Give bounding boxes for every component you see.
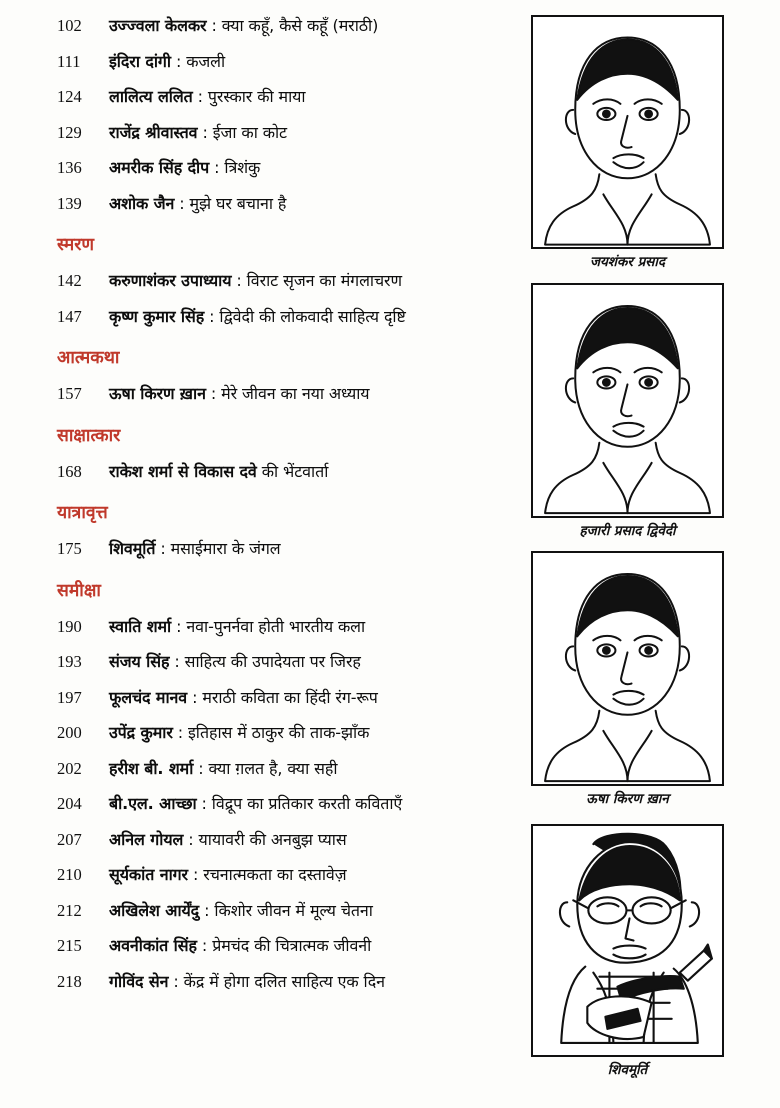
toc-entry[interactable] <box>0 796 402 813</box>
toc-entry[interactable] <box>0 541 281 558</box>
toc-entry[interactable] <box>0 273 402 290</box>
toc-entry-text <box>109 18 378 34</box>
toc-entry-title: मराठी कविता का हिंदी रंग-रूप <box>202 687 378 707</box>
toc-entry-author: इंदिरा दांगी <box>109 51 171 71</box>
toc-entry-separator: : <box>171 616 187 636</box>
toc-entry-title: विद्रूप का प्रतिकार करती कविताएँ <box>211 794 403 813</box>
toc-entry-page-number: 111 <box>57 51 81 71</box>
toc-entry-title: नवा-पुनर्नवा होती भारतीय कला <box>186 616 366 636</box>
toc-entry-author: बी.एल. आच्छा <box>109 794 197 813</box>
toc-entry-text <box>109 616 366 636</box>
toc-entry[interactable] <box>0 829 347 849</box>
toc-entry[interactable] <box>0 89 305 106</box>
toc-entry[interactable] <box>0 160 260 177</box>
toc-entry-text <box>109 867 346 883</box>
toc-entry-separator: : <box>172 723 189 742</box>
toc-entry-page-number: 129 <box>57 122 82 142</box>
toc-entry-page-number: 147 <box>57 306 82 326</box>
toc-entry-title: द्विवेदी की लोकवादी साहित्य दृष्टि <box>219 306 406 326</box>
toc-entry-page-number: 136 <box>57 158 82 177</box>
toc-entry-text <box>109 306 406 326</box>
toc-entry[interactable] <box>0 306 406 326</box>
toc-entry-text <box>109 654 361 670</box>
toc-entry-separator: : <box>196 936 213 955</box>
toc-entry[interactable] <box>0 193 287 213</box>
portrait-block <box>531 824 724 1077</box>
toc-entry-title: क्या कहूँ, कैसे कहूँ (मराठी) <box>221 16 379 35</box>
toc-entry-separator: : <box>199 900 215 920</box>
toc-entry-author: अनिल गोयल <box>109 829 184 849</box>
portrait-line-drawing-icon <box>531 15 724 249</box>
toc-entry-separator: : <box>204 306 220 326</box>
toc-entry[interactable] <box>0 687 378 707</box>
toc-entry-title: त्रिशंकु <box>224 158 261 177</box>
toc-entry[interactable] <box>0 654 361 671</box>
toc-entry-text <box>109 386 369 402</box>
toc-entry-title: की भेंटवार्ता <box>261 461 329 481</box>
toc-entry-author: उपेंद्र कुमार <box>109 723 173 742</box>
portrait-caption: ऊषा किरण ख़ान <box>586 791 669 807</box>
toc-entry-text <box>109 461 329 481</box>
section-heading: समीक्षा <box>57 580 101 601</box>
toc-entry[interactable] <box>0 938 371 955</box>
portrait-block <box>531 283 724 538</box>
toc-entry-author: अशोक जैन <box>109 193 175 213</box>
portrait-block <box>531 551 724 806</box>
toc-entry-author: राजेंद्र श्रीवास्तव <box>109 122 198 142</box>
toc-entry-author: ऊषा किरण ख़ान <box>109 384 206 403</box>
section-heading: स्मरण <box>57 235 95 255</box>
portrait-block <box>531 15 724 269</box>
toc-entry-title: इतिहास में ठाकुर की ताक-झाँक <box>188 723 370 742</box>
toc-entry[interactable] <box>0 758 338 778</box>
toc-entry-page-number: 142 <box>57 271 82 290</box>
portrait-line-drawing-icon <box>531 551 724 786</box>
toc-entry-page-number: 193 <box>57 652 82 671</box>
toc-entry-author: राकेश शर्मा से विकास दवे <box>109 461 257 481</box>
toc-entry[interactable] <box>0 971 385 991</box>
toc-entry[interactable] <box>0 616 366 636</box>
toc-entry[interactable] <box>0 725 369 742</box>
toc-entry-separator: : <box>196 794 212 813</box>
toc-entry-title: साहित्य की उपादेयता पर जिरह <box>184 652 361 671</box>
toc-entry-separator: : <box>205 384 222 403</box>
toc-entry-separator: : <box>155 539 171 558</box>
toc-entry-page-number: 197 <box>57 687 82 707</box>
toc-entry-author: सूर्यकांत नागर <box>109 865 188 884</box>
toc-entry-page-number: 200 <box>57 723 82 742</box>
toc-entry-page-number: 139 <box>57 193 82 213</box>
toc-entry-title: मुझे घर बचाना है <box>189 193 287 213</box>
toc-entry-separator: : <box>170 51 187 71</box>
toc-entry-author: अमरीक सिंह दीप <box>109 158 210 177</box>
section-heading: आत्मकथा <box>57 348 120 368</box>
toc-entry-title: क्या ग़लत है, क्या सही <box>208 758 338 778</box>
toc-entry-title: यायावरी की अनबुझ प्यास <box>198 829 347 849</box>
toc-entry-page-number: 202 <box>57 758 82 778</box>
toc-entry-page-number: 210 <box>57 865 82 884</box>
toc-entry-text <box>109 938 371 954</box>
section-heading: साक्षात्कार <box>57 425 121 446</box>
toc-entry-title: केंद्र में होगा दलित साहित्य एक दिन <box>183 971 385 991</box>
toc-entry-page-number: 190 <box>57 616 82 636</box>
toc-entry-text <box>109 273 402 289</box>
portrait-caption: हजारी प्रसाद द्विवेदी <box>579 523 676 539</box>
toc-entry-text <box>109 541 281 557</box>
toc-entry-separator: : <box>169 652 185 671</box>
toc-entry-title: विराट सृजन का मंगलाचरण <box>246 271 402 290</box>
toc-entry[interactable] <box>0 18 378 35</box>
toc-entry-author: कृष्ण कुमार सिंह <box>109 306 205 326</box>
toc-entry-separator: : <box>193 758 209 778</box>
toc-entry-page-number: 124 <box>57 87 82 106</box>
toc-entry-text <box>109 51 226 71</box>
toc-entry-text <box>109 687 378 707</box>
toc-entry-separator: : <box>209 158 225 177</box>
toc-entry-separator: : <box>192 87 208 106</box>
toc-entry[interactable] <box>0 461 329 481</box>
toc-entry-author: फूलचंद मानव <box>109 687 188 707</box>
toc-entry-page-number: 168 <box>57 461 82 481</box>
caricature-line-drawing-icon <box>531 824 724 1057</box>
toc-entry-page-number: 157 <box>57 384 82 403</box>
toc-entry-author: लालित्य ललित <box>109 87 193 106</box>
toc-entry-title: पुरस्कार की माया <box>207 87 306 106</box>
toc-entry-separator: : <box>187 687 203 707</box>
toc-entry-text <box>109 122 288 142</box>
toc-entry-page-number: 212 <box>57 900 82 920</box>
toc-entry-page-number: 102 <box>57 16 82 35</box>
toc-entry-text <box>109 89 305 105</box>
toc-entry-text <box>109 160 260 176</box>
toc-entry[interactable] <box>0 900 373 920</box>
toc-entry-title: रचनात्मकता का दस्तावेज़ <box>203 865 347 884</box>
toc-entry-author: संजय सिंह <box>109 652 170 671</box>
toc-entry-separator: : <box>188 865 204 884</box>
toc-entry[interactable] <box>0 122 288 142</box>
toc-entry[interactable] <box>0 867 346 884</box>
section-heading: यात्रावृत्त <box>57 503 108 523</box>
toc-entry-title: मसाईमारा के जंगल <box>170 539 281 558</box>
toc-entry-page-number: 207 <box>57 829 82 849</box>
toc-entry[interactable] <box>0 51 226 71</box>
toc-entry-separator: : <box>174 193 190 213</box>
toc-entry-page-number: 175 <box>57 539 82 558</box>
toc-entry-author: गोविंद सेन <box>109 971 169 991</box>
toc-entry-author: अखिलेश आर्येंदु <box>109 900 200 920</box>
toc-entry-title: ईजा का कोट <box>212 122 288 142</box>
portrait-caption: जयशंकर प्रसाद <box>589 254 666 270</box>
toc-entry-text <box>109 796 402 812</box>
toc-entry-author: हरीश बी. शर्मा <box>109 758 194 778</box>
toc-entry-page-number: 215 <box>57 936 82 955</box>
toc-entry-author: शिवमूर्ति <box>109 539 156 558</box>
toc-entry-text <box>109 900 373 920</box>
toc-entry-author: अवनीकांत सिंह <box>109 936 197 955</box>
toc-entry-text <box>109 193 287 213</box>
toc-entry-separator: : <box>197 122 213 142</box>
toc-entry-author: करुणाशंकर उपाध्याय <box>109 271 232 290</box>
toc-entry-text <box>109 829 347 849</box>
toc-entry-separator: : <box>206 16 222 35</box>
toc-entry-text <box>109 971 385 991</box>
toc-entry-separator: : <box>168 971 184 991</box>
toc-entry-title: प्रेमचंद की चित्रात्मक जीवनी <box>212 936 372 955</box>
toc-entry-title: किशोर जीवन में मूल्य चेतना <box>214 900 373 920</box>
portrait-column <box>512 0 780 1108</box>
toc-entry-author: स्वाति शर्मा <box>109 616 172 636</box>
toc-entry-text <box>109 725 369 741</box>
toc-entry-page-number: 204 <box>57 794 82 813</box>
toc-entry-separator: : <box>231 271 247 290</box>
toc-entry[interactable] <box>0 386 369 403</box>
toc-entry-page-number: 218 <box>57 971 82 991</box>
portrait-line-drawing-icon <box>531 283 724 518</box>
portrait-caption: शिवमूर्ति <box>607 1062 648 1078</box>
toc-entry-title: कजली <box>186 51 226 71</box>
toc-entry-separator: : <box>183 829 199 849</box>
toc-entry-author: उज्ज्वला केलकर <box>109 16 207 35</box>
toc-entry-title: मेरे जीवन का नया अध्याय <box>221 384 370 403</box>
toc-entry-text <box>109 758 338 778</box>
